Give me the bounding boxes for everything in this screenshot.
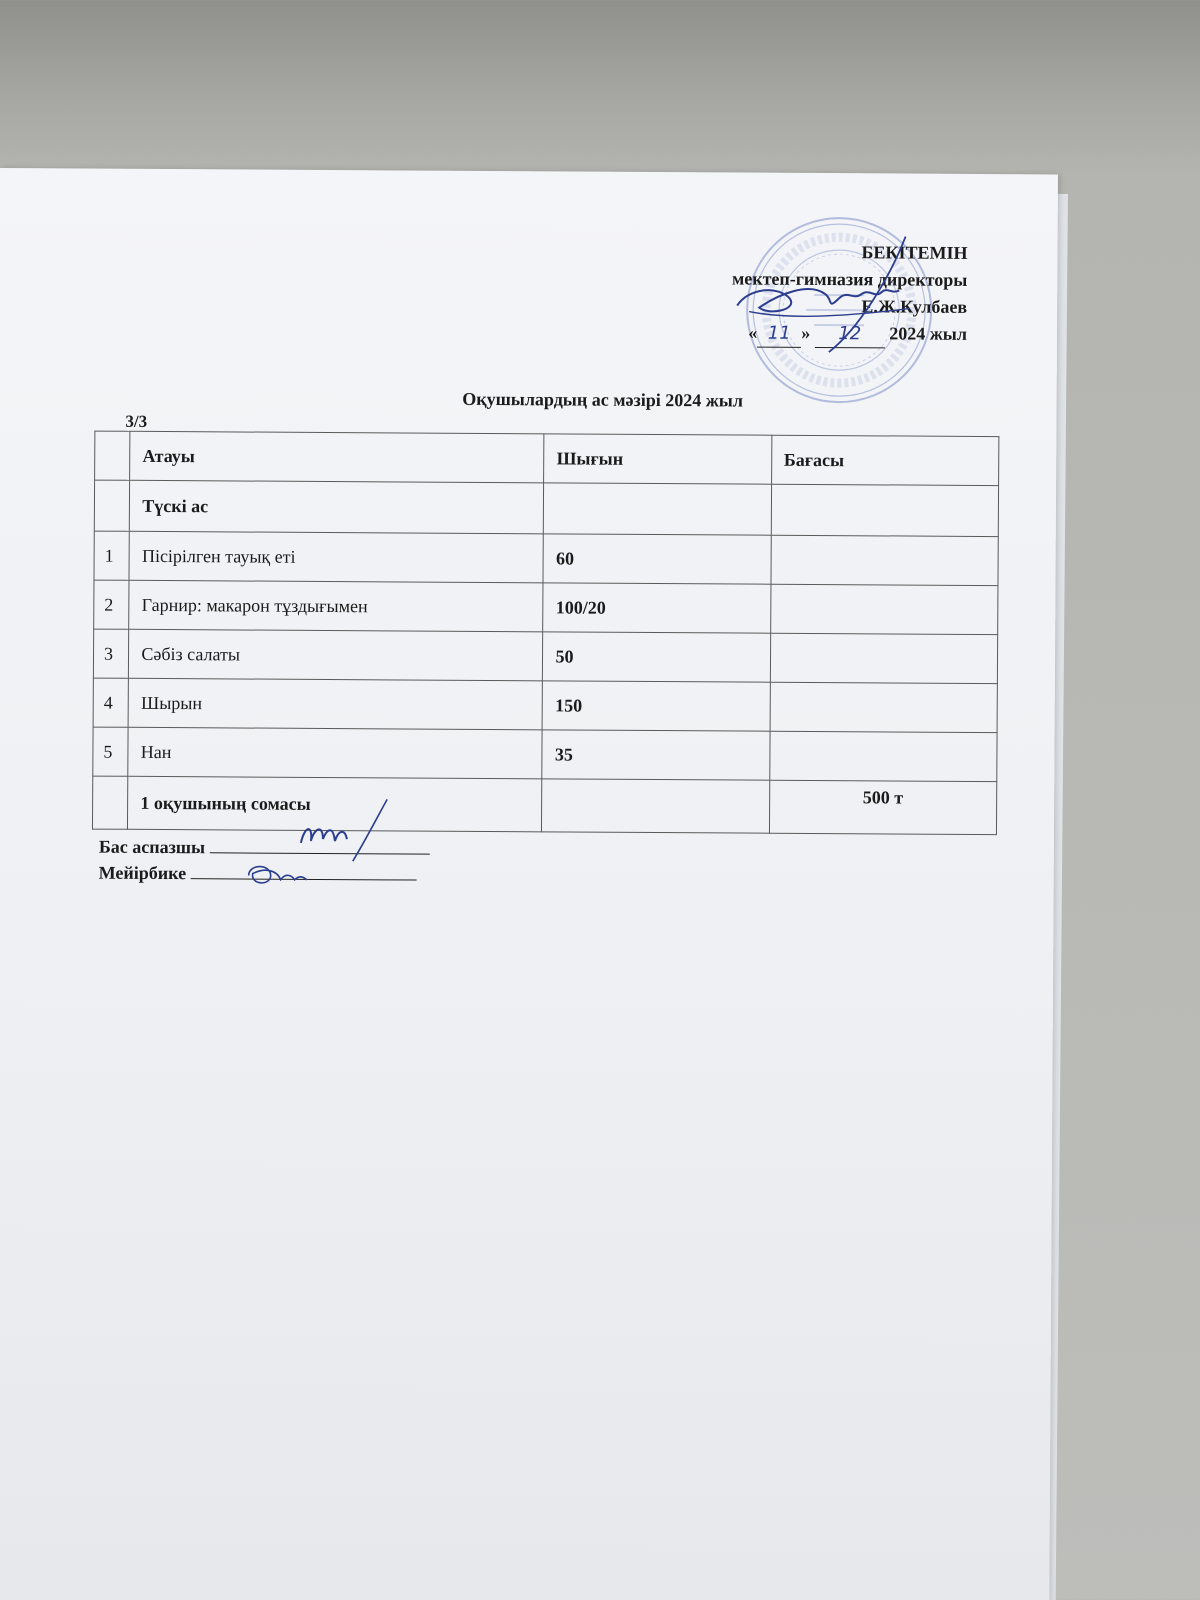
row-price [769,731,997,781]
row-name: Нан [128,727,542,779]
header-num [95,431,131,480]
chef-label: Бас аспазшы [98,836,206,858]
row-price [771,535,999,585]
table-row [93,629,997,684]
nurse-label: Мейірбике [98,862,187,884]
row-num: 3 [93,629,129,678]
chef-signature [291,795,401,866]
row-price [770,633,998,683]
row-num: 5 [93,727,129,776]
row-num: 4 [93,678,129,727]
row-price [770,584,998,634]
row-name: Гарнир: макарон тұздығымен [129,580,543,632]
header-qty: Шығын [544,434,772,484]
date-month: 12 [815,320,885,348]
row-num: 1 [94,531,130,580]
row-name: Шырын [128,678,542,730]
date-day: 11 [757,320,801,348]
director-name: Е.Ж.Кулбаев [861,296,968,317]
director-position: мектеп-гимназия директоры [731,268,968,290]
row-price [770,682,998,732]
section-row-lunch [94,480,998,537]
director-signature [729,227,930,358]
total-price: 500 т [769,780,997,834]
table-header-row [95,431,999,486]
row-qty: 150 [543,681,771,731]
table-row [93,727,997,782]
date-open-quote: « [748,322,758,343]
header-price: Бағасы [771,435,999,485]
total-label: 1 оқушының сомасы [128,776,542,832]
table-row [93,678,997,733]
section-label: Түскі ас [130,480,544,534]
row-qty: 60 [543,534,771,584]
header-name: Атауы [130,431,544,483]
menu-table [92,431,999,836]
table-row [94,531,998,586]
nurse-signature [241,859,331,890]
page-number: 3/3 [125,411,148,431]
approval-heading: БЕКІТЕМІН [861,242,968,263]
document-title: Оқушылардың ас мәзірі 2024 жыл [462,388,744,411]
table-row [94,580,998,635]
row-num: 2 [94,580,130,629]
date-close-quote: » [801,322,811,343]
document-page [0,168,1058,1600]
total-row [92,776,996,835]
row-name: Пісірілген тауық еті [129,531,543,583]
row-qty: 50 [543,632,771,682]
row-name: Сәбіз салаты [129,629,543,681]
date-year: 2024 жыл [889,323,968,344]
row-qty: 100/20 [543,583,771,633]
row-qty: 35 [542,730,770,780]
